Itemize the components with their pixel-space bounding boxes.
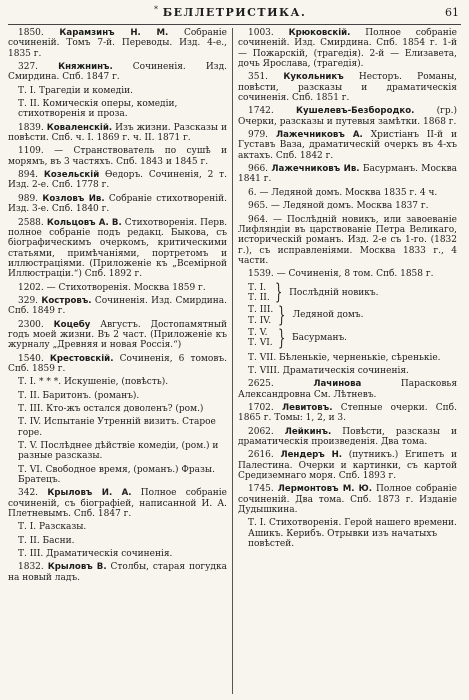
entry-number: 2300. <box>18 319 44 330</box>
page-number: 61 <box>445 6 459 19</box>
brace-group <box>248 325 457 350</box>
volume-line: Т. I. * * *. Искушеніе, (повѣсть). <box>18 377 169 388</box>
entry-number: 351. <box>248 72 269 83</box>
author-name: Крестовскій. <box>49 353 114 364</box>
volume-group-title: Ледяной домъ. <box>292 310 364 321</box>
entry-description: Столбы, старая погудка на новый ладъ. <box>8 562 227 583</box>
volume-number: Т. V. <box>248 327 268 338</box>
catalog-entry <box>238 188 457 198</box>
author-name: Костровъ. <box>41 295 92 306</box>
entry-description: Степные очерки. Спб. 1865 г. Томы: 1, 2, и 3. <box>238 403 457 424</box>
entry-description: — Странствователь по сушѣ и морямъ, въ 3 частяхъ. Спб. 1843 и 1845 г. <box>8 146 227 167</box>
entry-number: 1539. <box>248 269 274 280</box>
entry-description: — Стихотворенія. Москва 1859 г. <box>46 282 206 293</box>
volume-pair <box>248 305 273 326</box>
curly-brace-icon: } <box>278 303 286 328</box>
volume-number: Т. I. <box>248 282 267 293</box>
volume-number: Т. VI. <box>248 338 273 349</box>
catalog-entry <box>238 164 457 185</box>
entry-number: 979. <box>248 130 269 141</box>
author-name: Кукольникъ <box>283 72 344 83</box>
column-divider <box>232 28 233 694</box>
volume-line: Т. I. Трагедіи и комедіи. <box>18 85 133 96</box>
entry-description: Повѣсти, разсказы и драматическія произведенія. Два тома. <box>238 426 457 448</box>
catalog-entry <box>8 62 227 83</box>
catalog-entry <box>238 28 457 69</box>
catalog-entry <box>8 354 227 375</box>
curly-brace-icon: } <box>274 280 283 305</box>
catalog-entry <box>8 562 227 583</box>
entry-number: 964. <box>248 214 269 225</box>
volume-number: Т. II. <box>248 292 270 303</box>
entry-number: 1003. <box>248 28 274 38</box>
page-header <box>8 4 461 25</box>
entry-description: Августъ. Достопамятный годъ моей жизни. Въ 2 част. (Приложеніе къ журналу „Древняя и новая Россія.“) <box>8 319 227 351</box>
catalog-entry <box>238 269 457 279</box>
catalog-entry <box>238 484 457 515</box>
curly-brace-icon: } <box>277 325 286 350</box>
author-name: Коваленскій. <box>46 122 113 133</box>
catalog-entry <box>238 403 457 424</box>
catalog-entry <box>8 296 227 317</box>
catalog-entry <box>238 201 457 211</box>
entry-description: Парасковья Александровна См. Лѣтневъ. <box>238 379 457 400</box>
left-column <box>8 28 227 696</box>
volume-line: Т. VIII. Драматическія сочиненія. <box>248 365 409 376</box>
volume-line: Т. V. Послѣднее дѣйствіе комедіи, (ром.) и разные разсказы. <box>18 441 219 462</box>
author-name: Лачинова <box>313 379 362 390</box>
catalog-entry <box>8 123 227 144</box>
volume-line: Т. I. Стихотворенія. Герой нашего времени. Ашикъ. Керибъ. Отрывки изъ начатыхъ повѣстей. <box>248 518 457 550</box>
catalog-entry <box>8 218 227 280</box>
catalog-entry <box>8 28 227 59</box>
entry-number: 1702. <box>248 403 274 413</box>
author-name: Коцебу <box>53 319 91 330</box>
entry-number: 342. <box>18 488 39 499</box>
author-name: Крыловъ И. А. <box>47 488 132 499</box>
author-name: Княжнинъ. <box>58 62 113 73</box>
star-mark: * <box>154 5 158 14</box>
volume-line: Т. II. Басни. <box>18 535 75 546</box>
entry-number: 1850. <box>18 28 44 38</box>
entry-number: 1832. <box>18 562 44 573</box>
catalog-entry <box>238 450 457 481</box>
entry-number: 1742. <box>248 106 274 117</box>
brace-group-list <box>248 280 457 350</box>
catalog-entry <box>238 72 457 103</box>
author-name: Козельскій <box>43 170 100 181</box>
author-name: Лендеръ Н. <box>280 450 343 461</box>
entry-number: 6. <box>248 187 257 198</box>
volume-group-title: Послѣдній новикъ. <box>289 287 379 298</box>
catalog-entry <box>238 427 457 448</box>
author-name: Крюковскій. <box>288 28 351 38</box>
entry-number: 966. <box>248 164 269 175</box>
catalog-entry <box>8 146 227 167</box>
entry-description: Собраніе сочиненій. Томъ 7-й. Переводы. Изд. 4-е., 1835 г. <box>8 28 227 59</box>
volume-line: Т. VII. Бѣленькіе, черненькіе, сѣренькіе. <box>248 352 441 363</box>
author-name: Кольцовъ А. В. <box>46 217 122 228</box>
entry-number: 965. <box>248 201 269 212</box>
entry-number: 2062. <box>248 426 274 437</box>
entry-description: Сочиненія, 6 томовъ. Спб. 1859 г. <box>8 353 227 374</box>
entry-description: (гр.) Очерки, разсказы и путевыя замѣтки. 1868 г. <box>238 106 457 127</box>
entry-description: Несторъ. Романы, повѣсти, разсказы и драматическія сочиненія. Спб. 1851 г. <box>238 72 457 104</box>
right-column <box>238 28 457 696</box>
volume-number: Т. IV. <box>248 315 272 326</box>
catalog-entry <box>8 170 227 191</box>
author-name: Лермонтовъ М. Ю. <box>277 484 373 495</box>
volume-line: Т. VI. Свободное время, (романъ.) Фразы. Братецъ. <box>18 464 215 486</box>
catalog-entry <box>238 215 457 267</box>
catalog-entry <box>8 488 227 519</box>
catalog-entry <box>8 320 227 351</box>
entry-description: — Ледяной домъ. Москва 1835 г. 4 ч. <box>259 187 438 198</box>
entry-description: Полное собраніе сочиненій. Изд. Смирдина. Спб. 1854 г. 1-й — Пожарскій, (трагедія). 2-й — Елизавета, дочь Ярослава, (трагедія). <box>238 28 457 70</box>
entry-number: 1540. <box>18 353 44 364</box>
author-name: Лажечниковъ Ив. <box>271 164 360 175</box>
entry-number: 2588. <box>18 217 44 228</box>
brace-group <box>248 305 457 326</box>
volume-pair <box>248 328 273 349</box>
entry-number: 327. <box>18 62 39 73</box>
entry-description: Стихотворенія. Перв. полное собраніе подъ редакц. Быкова, съ біографическимъ очеркомъ, критическими статьями, примѣчаніями, портретомъ и иллюстраціями. (Приложеніе къ „Всемірной Иллюстраціи.“) Спб. 1892 г. <box>8 217 227 280</box>
entry-number: 1839. <box>18 122 44 133</box>
entry-description: Полное собраніе сочиненій, съ біографіей, написанной И. А. Плетневымъ. Спб. 1847 г. <box>8 488 227 520</box>
author-name: Карамзинъ Н. М. <box>59 28 169 38</box>
volume-line: Т. II. Баритонъ. (романъ). <box>18 390 140 401</box>
entry-number: 989. <box>18 193 39 204</box>
entry-number: 2616. <box>248 450 274 461</box>
brace-group <box>248 280 457 305</box>
entry-number: 1202. <box>18 282 44 293</box>
author-name: Левитовъ. <box>282 403 333 413</box>
entry-number: 329. <box>18 295 39 306</box>
volume-line: Т. IV. Испытаніе Утренній визитъ. Старое горе. <box>18 417 216 438</box>
volume-line: Т. III. Кто-жъ остался доволенъ? (ром.) <box>18 404 204 414</box>
page-title: БЕЛЛЕТРИСТИКА. <box>162 6 307 19</box>
entry-description: Басурманъ. Москва 1841 г. <box>238 164 457 185</box>
catalog-entry <box>238 106 457 127</box>
entry-number: 1109. <box>18 146 44 157</box>
entry-description: (путникъ.) Египетъ и Палестина. Очерки и картинки, съ картой Средиземнаго моря. Спб. 1893 г. <box>238 450 457 482</box>
entry-description: — Сочиненія, 8 том. Спб. 1858 г. <box>276 269 434 280</box>
volume-line: Т. III. Драматическія сочиненія. <box>18 549 173 560</box>
entry-description: — Послѣдній новикъ, или завоеваніе Лифляндіи въ царствованіе Петра Великаго, историческій романъ. Изд. 2-е съ 1-го. (1832 г.), съ исправленіями. Москва 1833 г., 4 части. <box>238 214 457 266</box>
entry-description: Собраніе стихотвореній. Изд. 3-е. Спб. 1840 г. <box>8 193 227 215</box>
author-name: Крыловъ В. <box>47 562 107 573</box>
catalog-entry <box>8 283 227 293</box>
author-name: Кушелевъ-Безбородко. <box>295 106 415 117</box>
catalog-entry <box>238 379 457 400</box>
catalog-entry <box>8 194 227 215</box>
volume-line: Т. I. Разсказы. <box>18 522 87 533</box>
volume-pair <box>248 283 270 304</box>
entry-description: Полное собраніе сочиненій. Два тома. Спб. 1873 г. Изданіе Дудышкина. <box>238 484 457 516</box>
catalog-entry <box>238 130 457 161</box>
entry-description: Ѳедоръ. Сочиненія, 2 т. Изд. 2-е. Спб. 1778 г. <box>8 170 227 191</box>
entry-number: 1745. <box>248 484 274 495</box>
author-name: Лажечниковъ А. <box>276 130 363 141</box>
author-name: Козловъ Ив. <box>42 193 105 204</box>
author-name: Лейкинъ. <box>284 426 332 437</box>
entry-description: Сочиненія. Изд. Смирдина. Спб. 1847 г. <box>8 62 227 83</box>
entry-number: 894. <box>18 170 39 181</box>
volume-number: Т. III. <box>248 305 274 316</box>
volume-group-title: Басурманъ. <box>292 333 348 344</box>
volume-line: Т. II. Комическія оперы, комедіи, стихотворенія и проза. <box>18 99 178 120</box>
entry-description: Сочиненія. Изд. Смирдина. Спб. 1849 г. <box>8 295 227 317</box>
entry-description: Христіанъ II-й и Густавъ Ваза, драматическій очеркъ въ 4-хъ актахъ. Спб. 1842 г. <box>238 130 457 161</box>
entry-description: Изъ жизни. Разсказы и повѣсти. Спб. ч. I. 1869 г. ч. II. 1871 г. <box>8 122 227 144</box>
entry-number: 2625. <box>248 379 274 390</box>
entry-description: — Ледяной домъ. Москва 1837 г. <box>270 201 429 212</box>
